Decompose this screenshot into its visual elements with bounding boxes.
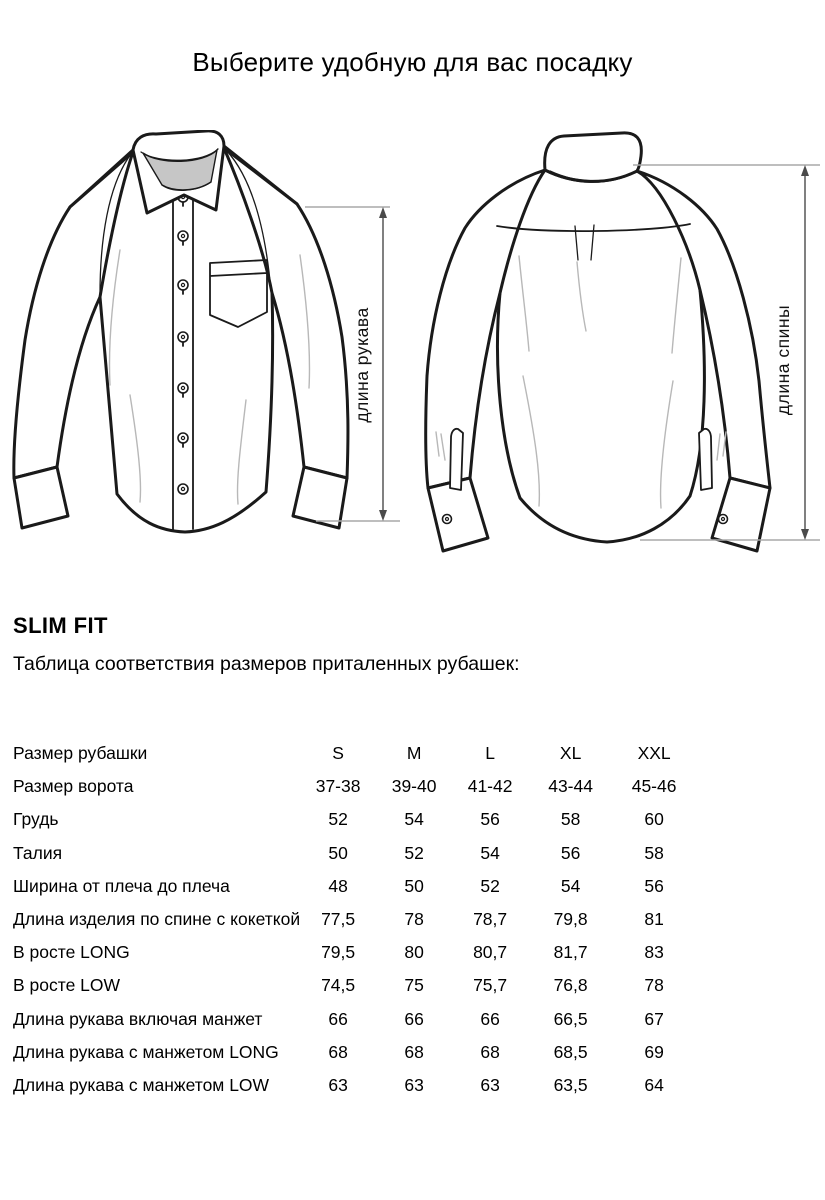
row-label: Длина изделия по спине с кокеткой (13, 909, 301, 930)
cell-value: 68 (328, 1041, 348, 1062)
table-row (13, 770, 695, 803)
cell-value: 63 (328, 1074, 348, 1095)
row-label: Длина рукава с манжетом LOW (13, 1074, 270, 1095)
cell-value: 63,5 (553, 1074, 588, 1095)
front-left-cuff (14, 467, 68, 528)
cell-value: 41-42 (467, 776, 513, 797)
cell-value: 52 (328, 809, 348, 830)
cell-value: 54 (404, 809, 424, 830)
cell-value: 56 (644, 875, 664, 896)
cell-value: 68 (404, 1041, 424, 1062)
back-length-label: длина спины (773, 304, 793, 416)
cell-value: 52 (404, 842, 424, 863)
size-table-body (13, 737, 695, 1102)
cell-value: 80,7 (473, 942, 508, 963)
row-label: В росте LONG (13, 942, 130, 963)
cell-value: 79,8 (553, 909, 588, 930)
table-row (13, 1003, 695, 1036)
table-row (13, 903, 695, 936)
front-right-cuff (293, 467, 347, 528)
cell-value: 56 (480, 809, 500, 830)
cell-value: 58 (644, 842, 664, 863)
cell-value: 60 (644, 809, 664, 830)
cell-value: 37-38 (315, 776, 361, 797)
cell-value: 74,5 (321, 975, 356, 996)
cell-value: 77,5 (321, 909, 356, 930)
cell-value: 75,7 (473, 975, 508, 996)
back-body (497, 170, 704, 542)
table-row (13, 870, 695, 903)
cell-value: 78,7 (473, 909, 508, 930)
table-row (13, 1069, 695, 1102)
cell-value: 56 (560, 842, 581, 863)
cell-value: 64 (644, 1074, 664, 1095)
table-row (13, 969, 695, 1002)
cell-value: 76,8 (553, 975, 588, 996)
cell-value: 54 (480, 842, 500, 863)
sleeve-length-label: длина рукава (352, 307, 372, 423)
cell-value: 66 (404, 1008, 424, 1029)
cell-value: XL (559, 743, 582, 764)
cell-value: L (485, 743, 495, 764)
back-left-sleeve-placket (450, 429, 463, 490)
cell-value: 63 (480, 1074, 500, 1095)
cell-value: 50 (328, 842, 348, 863)
cell-value: 67 (644, 1008, 664, 1029)
cell-value: 78 (404, 909, 424, 930)
cell-value: 68 (480, 1041, 500, 1062)
cell-value: 81,7 (553, 942, 588, 963)
cell-value: 48 (328, 875, 348, 896)
shirt-front-drawing (8, 130, 410, 542)
cell-value: 43-44 (548, 776, 593, 797)
row-label: Размер рубашки (13, 743, 148, 764)
cell-value: 54 (560, 875, 581, 896)
row-label: Ширина от плеча до плеча (13, 875, 230, 896)
cell-value: 50 (404, 875, 424, 896)
cell-value: 66 (480, 1008, 500, 1029)
cell-value: S (332, 743, 344, 764)
size-table (13, 737, 695, 1102)
row-label: Талия (13, 842, 63, 863)
row-label: В росте LOW (13, 975, 121, 996)
cell-value: M (406, 743, 422, 764)
cell-value: XXL (637, 743, 671, 764)
row-label: Грудь (13, 809, 59, 830)
cell-value: 78 (644, 975, 664, 996)
back-right-sleeve-placket (699, 429, 712, 490)
cell-value: 80 (404, 942, 424, 963)
cell-value: 39-40 (391, 776, 437, 797)
page-title: Выберите удобную для вас посадку (192, 47, 633, 77)
table-row (13, 837, 695, 870)
row-label: Длина рукава включая манжет (13, 1008, 263, 1029)
cell-value: 66 (328, 1008, 348, 1029)
cell-value: 69 (644, 1041, 664, 1062)
row-label: Длина рукава с манжетом LONG (13, 1041, 279, 1062)
cell-value: 83 (644, 942, 664, 963)
table-row (13, 803, 695, 836)
table-row (13, 936, 695, 969)
cell-value: 68,5 (553, 1041, 588, 1062)
cell-value: 79,5 (321, 942, 356, 963)
cell-value: 66,5 (553, 1008, 588, 1029)
cell-value: 63 (404, 1074, 424, 1095)
table-row (13, 1036, 695, 1069)
row-label: Размер ворота (13, 776, 134, 797)
cell-value: 58 (560, 809, 581, 830)
cell-value: 81 (644, 909, 664, 930)
table-header-row (13, 737, 695, 770)
cell-value: 75 (404, 975, 424, 996)
table-subtitle: Таблица соответствия размеров приталенных рубашек: (13, 653, 520, 675)
slim-fit-heading: SLIM FIT (13, 613, 108, 638)
shirt-back-drawing (423, 126, 825, 556)
cell-value: 52 (480, 875, 500, 896)
cell-value: 45-46 (631, 776, 677, 797)
